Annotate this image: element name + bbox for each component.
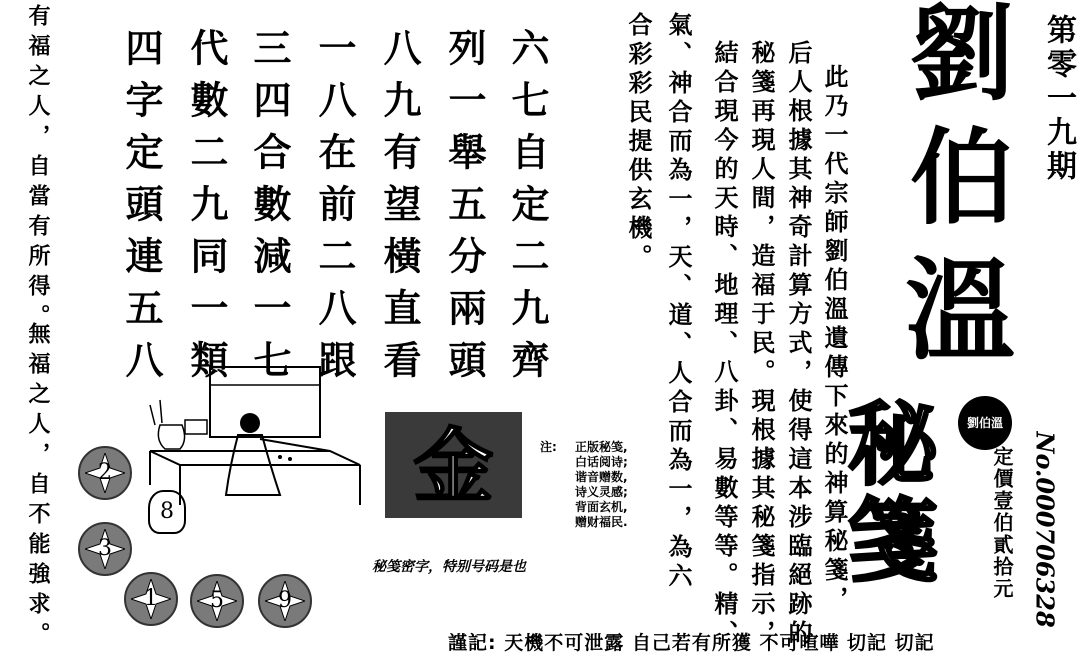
issue-label: 第零一九期 — [1041, 14, 1076, 184]
number-badge — [258, 574, 312, 628]
number-badge — [78, 446, 132, 500]
number-badge — [78, 522, 132, 576]
note-label: 注: — [540, 440, 557, 454]
poem-col-2: 列一舉五分兩頭 — [442, 28, 487, 392]
seal-stamp — [958, 396, 1012, 450]
gold-box — [385, 412, 522, 518]
note-block — [575, 440, 628, 530]
serial-number-wrap — [1022, 431, 1062, 628]
badge-number: 2 — [98, 460, 112, 485]
badge-number: 5 — [210, 588, 224, 613]
poem-col-7: 四字定頭連五八 — [119, 28, 164, 392]
number-badge — [124, 572, 178, 626]
title-char-4: 秘 — [848, 392, 938, 498]
note-line: 正版秘笺, — [575, 440, 628, 454]
poem-col-4: 一八在前二八跟 — [312, 28, 357, 392]
note-line: 赠财福民. — [575, 515, 628, 529]
badge-number: 3 — [98, 536, 112, 561]
title-char-1: 劉 — [910, 0, 1015, 115]
vase — [148, 490, 186, 534]
intro-col-3: 秘箋再現人間，造福于民。現根據其秘箋指示， — [747, 40, 776, 649]
side-proverb-col1: 有福之人，自當有所得。 — [25, 4, 50, 334]
intro-col-6: 合彩彩民提供玄機。 — [624, 12, 653, 273]
serial-number: No.000706328 — [1030, 431, 1060, 628]
title-char-5: 箋 — [848, 488, 938, 594]
caption: 秘笺密字，特别号码是也 — [372, 559, 526, 575]
note-line: 谐音赠数, — [575, 470, 628, 484]
gold-char: 金 — [413, 419, 494, 513]
badge-number: 1 — [144, 586, 158, 611]
note-line: 白话阅诗; — [575, 455, 628, 469]
poem-col-1: 六七自定二九齊 — [505, 28, 550, 392]
footer-warning: 謹記: 天機不可泄露 自己若有所獲 不可喧嘩 切記 切記 — [448, 632, 935, 654]
title-char-3: 溫 — [905, 246, 1015, 375]
note-line: 诗义灵感; — [575, 485, 628, 499]
poem-col-6: 代數二九同一類 — [184, 28, 229, 392]
badge-number: 9 — [278, 588, 292, 613]
price-label: 定價壹伯貳拾元 — [990, 446, 1014, 600]
poem-col-5: 三四合數減一七 — [247, 28, 292, 392]
seal-text: 劉伯溫 — [966, 416, 1003, 430]
intro-col-5: 氣、神合而為一，天、道、人合而為一，為六 — [664, 12, 693, 592]
intro-col-4: 結合現今的天時、地理、八卦、易數等等。精、 — [710, 40, 739, 649]
intro-col-1: 此乃一代宗師劉伯溫遺傳下來的神算秘箋， — [820, 64, 849, 615]
vase-number: 8 — [160, 499, 174, 524]
title-char-2: 伯 — [910, 116, 1015, 239]
number-badge — [190, 574, 244, 628]
intro-col-2: 后人根據其神奇計算方式，使得這本涉臨絕跡的 — [784, 40, 813, 649]
poem-col-3: 八九有望橫直看 — [377, 28, 422, 392]
note-line: 背面玄机, — [575, 500, 628, 514]
side-proverb-col2: 無福之人，自不能強求。 — [25, 322, 50, 652]
